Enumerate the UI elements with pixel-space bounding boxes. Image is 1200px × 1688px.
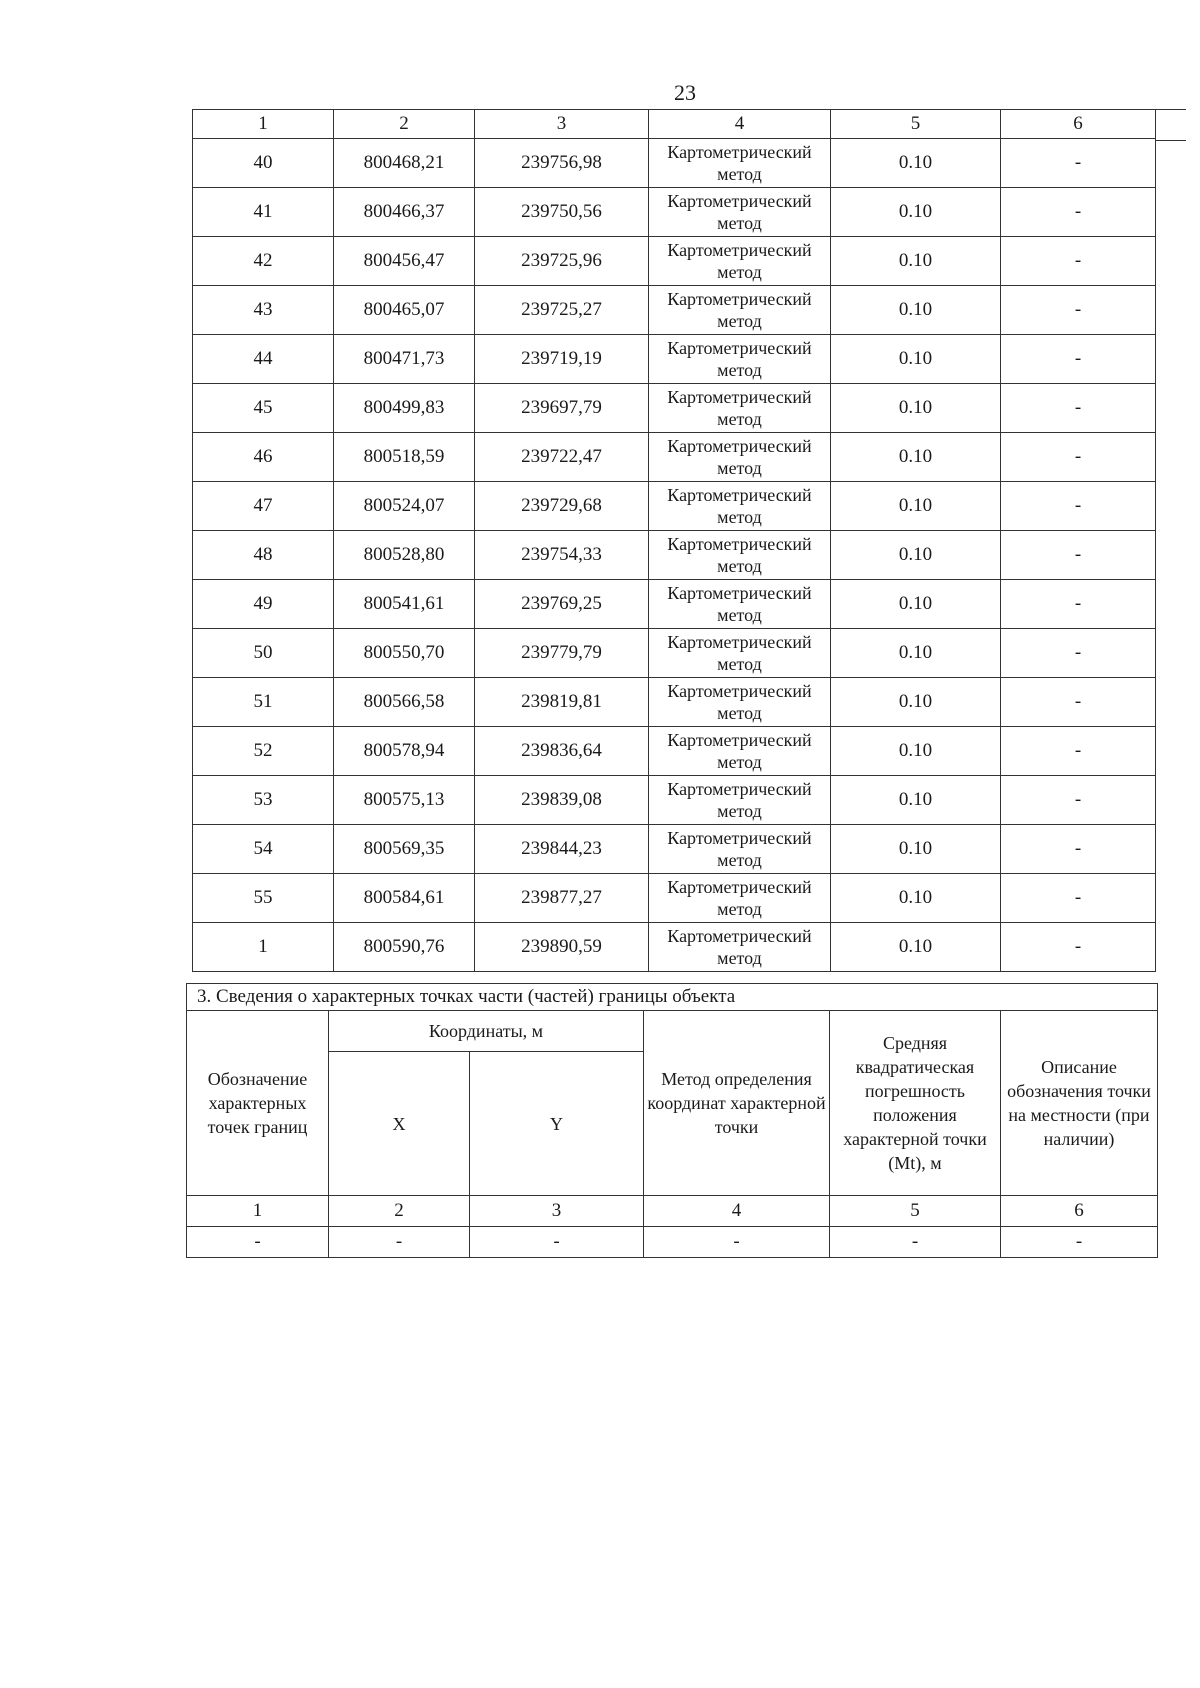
accuracy-cell: 0.10 xyxy=(831,482,1001,531)
x-coordinate-cell: 800569,35 xyxy=(334,825,475,874)
y-coordinate-cell: 239750,56 xyxy=(475,188,649,237)
table-row xyxy=(193,482,1156,531)
description-cell: - xyxy=(1001,531,1156,580)
method-cell: Картометрический метод xyxy=(649,286,831,335)
description-cell: - xyxy=(1001,188,1156,237)
point-cell: 47 xyxy=(193,482,334,531)
page-number: 23 xyxy=(674,80,696,105)
x-header: X xyxy=(329,1052,470,1196)
x-coordinate-cell: 800524,07 xyxy=(334,482,475,531)
empty-cell: - xyxy=(830,1227,1001,1258)
accuracy-cell: 0.10 xyxy=(831,188,1001,237)
description-cell: - xyxy=(1001,286,1156,335)
x-coordinate-cell: 800456,47 xyxy=(334,237,475,286)
table-edge-fragment xyxy=(1156,109,1186,141)
method-cell: Картометрический метод xyxy=(649,188,831,237)
column-number: 3 xyxy=(475,110,649,139)
point-cell: 43 xyxy=(193,286,334,335)
description-cell: - xyxy=(1001,776,1156,825)
table-row xyxy=(193,727,1156,776)
table-row xyxy=(193,139,1156,188)
accuracy-cell: 0.10 xyxy=(831,629,1001,678)
column-number: 4 xyxy=(649,110,831,139)
column-number: 2 xyxy=(334,110,475,139)
accuracy-cell: 0.10 xyxy=(831,923,1001,972)
y-coordinate-cell: 239719,19 xyxy=(475,335,649,384)
description-cell: - xyxy=(1001,629,1156,678)
point-cell: 50 xyxy=(193,629,334,678)
method-cell: Картометрический метод xyxy=(649,335,831,384)
point-cell: 42 xyxy=(193,237,334,286)
x-coordinate-cell: 800465,07 xyxy=(334,286,475,335)
table-row xyxy=(193,678,1156,727)
y-coordinate-cell: 239725,96 xyxy=(475,237,649,286)
method-cell: Картометрический метод xyxy=(649,237,831,286)
table-row xyxy=(187,1227,1158,1258)
column-number: 3 xyxy=(470,1196,644,1227)
column-number: 4 xyxy=(644,1196,830,1227)
y-coordinate-cell: 239844,23 xyxy=(475,825,649,874)
y-coordinate-cell: 239779,79 xyxy=(475,629,649,678)
empty-cell: - xyxy=(1001,1227,1158,1258)
column-number: 6 xyxy=(1001,110,1156,139)
x-coordinate-cell: 800578,94 xyxy=(334,727,475,776)
method-cell: Картометрический метод xyxy=(649,433,831,482)
description-cell: - xyxy=(1001,335,1156,384)
description-cell: - xyxy=(1001,433,1156,482)
x-coordinate-cell: 800550,70 xyxy=(334,629,475,678)
point-cell: 49 xyxy=(193,580,334,629)
x-coordinate-cell: 800566,58 xyxy=(334,678,475,727)
accuracy-cell: 0.10 xyxy=(831,433,1001,482)
table-row xyxy=(193,629,1156,678)
x-coordinate-cell: 800468,21 xyxy=(334,139,475,188)
y-coordinate-cell: 239756,98 xyxy=(475,139,649,188)
table-row xyxy=(193,531,1156,580)
column-number: 6 xyxy=(1001,1196,1158,1227)
method-cell: Картометрический метод xyxy=(649,629,831,678)
point-cell: 44 xyxy=(193,335,334,384)
description-cell: - xyxy=(1001,139,1156,188)
method-cell: Картометрический метод xyxy=(649,727,831,776)
method-header: Метод определения координат характерной точки xyxy=(644,1011,830,1196)
description-cell: - xyxy=(1001,580,1156,629)
y-coordinate-cell: 239725,27 xyxy=(475,286,649,335)
boundary-points-table xyxy=(192,109,1156,972)
method-cell: Картометрический метод xyxy=(649,580,831,629)
method-cell: Картометрический метод xyxy=(649,531,831,580)
y-coordinate-cell: 239729,68 xyxy=(475,482,649,531)
description-cell: - xyxy=(1001,874,1156,923)
accuracy-cell: 0.10 xyxy=(831,384,1001,433)
point-cell: 55 xyxy=(193,874,334,923)
y-coordinate-cell: 239697,79 xyxy=(475,384,649,433)
point-cell: 41 xyxy=(193,188,334,237)
point-cell: 51 xyxy=(193,678,334,727)
accuracy-cell: 0.10 xyxy=(831,678,1001,727)
designation-header: Обозначение характерных точек границ xyxy=(187,1011,329,1196)
empty-cell: - xyxy=(187,1227,329,1258)
method-cell: Картометрический метод xyxy=(649,923,831,972)
description-cell: - xyxy=(1001,923,1156,972)
point-cell: 52 xyxy=(193,727,334,776)
column-numbers-row xyxy=(193,110,1156,139)
x-coordinate-cell: 800575,13 xyxy=(334,776,475,825)
accuracy-cell: 0.10 xyxy=(831,531,1001,580)
column-number: 1 xyxy=(187,1196,329,1227)
x-coordinate-cell: 800518,59 xyxy=(334,433,475,482)
column-number: 5 xyxy=(831,110,1001,139)
table-row xyxy=(193,776,1156,825)
point-cell: 45 xyxy=(193,384,334,433)
method-cell: Картометрический метод xyxy=(649,139,831,188)
accuracy-cell: 0.10 xyxy=(831,825,1001,874)
x-coordinate-cell: 800590,76 xyxy=(334,923,475,972)
accuracy-cell: 0.10 xyxy=(831,335,1001,384)
point-cell: 40 xyxy=(193,139,334,188)
x-coordinate-cell: 800541,61 xyxy=(334,580,475,629)
table-row xyxy=(193,825,1156,874)
table-row xyxy=(193,433,1156,482)
description-cell: - xyxy=(1001,482,1156,531)
x-coordinate-cell: 800584,61 xyxy=(334,874,475,923)
y-header: Y xyxy=(470,1052,644,1196)
method-cell: Картометрический метод xyxy=(649,678,831,727)
x-coordinate-cell: 800471,73 xyxy=(334,335,475,384)
table-row xyxy=(193,188,1156,237)
description-cell: - xyxy=(1001,237,1156,286)
x-coordinate-cell: 800499,83 xyxy=(334,384,475,433)
accuracy-cell: 0.10 xyxy=(831,874,1001,923)
point-cell: 53 xyxy=(193,776,334,825)
y-coordinate-cell: 239722,47 xyxy=(475,433,649,482)
table-row xyxy=(193,237,1156,286)
accuracy-cell: 0.10 xyxy=(831,237,1001,286)
point-cell: 54 xyxy=(193,825,334,874)
y-coordinate-cell: 239754,33 xyxy=(475,531,649,580)
accuracy-header: Средняя квадратическая погрешность положения характерной точки (Mt), м xyxy=(830,1011,1001,1196)
table-row xyxy=(193,384,1156,433)
table-row xyxy=(193,923,1156,972)
y-coordinate-cell: 239839,08 xyxy=(475,776,649,825)
description-cell: - xyxy=(1001,825,1156,874)
point-cell: 48 xyxy=(193,531,334,580)
method-cell: Картометрический метод xyxy=(649,384,831,433)
method-cell: Картометрический метод xyxy=(649,482,831,531)
column-number: 2 xyxy=(329,1196,470,1227)
section3-title: 3. Сведения о характерных точках части (частей) границы объекта xyxy=(187,984,1158,1011)
accuracy-cell: 0.10 xyxy=(831,286,1001,335)
section3-table xyxy=(186,983,1158,1258)
description-header: Описание обозначения точки на местности (при наличии) xyxy=(1001,1011,1158,1196)
point-cell: 46 xyxy=(193,433,334,482)
column-number: 5 xyxy=(830,1196,1001,1227)
y-coordinate-cell: 239836,64 xyxy=(475,727,649,776)
table-row xyxy=(193,335,1156,384)
accuracy-cell: 0.10 xyxy=(831,139,1001,188)
table-row xyxy=(193,286,1156,335)
column-numbers-row xyxy=(187,1196,1158,1227)
table-row xyxy=(193,580,1156,629)
empty-cell: - xyxy=(470,1227,644,1258)
x-coordinate-cell: 800528,80 xyxy=(334,531,475,580)
method-cell: Картометрический метод xyxy=(649,825,831,874)
method-cell: Картометрический метод xyxy=(649,776,831,825)
description-cell: - xyxy=(1001,678,1156,727)
coordinates-header: Координаты, м xyxy=(329,1011,644,1052)
y-coordinate-cell: 239769,25 xyxy=(475,580,649,629)
point-cell: 1 xyxy=(193,923,334,972)
description-cell: - xyxy=(1001,384,1156,433)
column-number: 1 xyxy=(193,110,334,139)
accuracy-cell: 0.10 xyxy=(831,580,1001,629)
description-cell: - xyxy=(1001,727,1156,776)
y-coordinate-cell: 239890,59 xyxy=(475,923,649,972)
y-coordinate-cell: 239877,27 xyxy=(475,874,649,923)
y-coordinate-cell: 239819,81 xyxy=(475,678,649,727)
table-row xyxy=(193,874,1156,923)
accuracy-cell: 0.10 xyxy=(831,776,1001,825)
empty-cell: - xyxy=(329,1227,470,1258)
x-coordinate-cell: 800466,37 xyxy=(334,188,475,237)
empty-cell: - xyxy=(644,1227,830,1258)
method-cell: Картометрический метод xyxy=(649,874,831,923)
accuracy-cell: 0.10 xyxy=(831,727,1001,776)
